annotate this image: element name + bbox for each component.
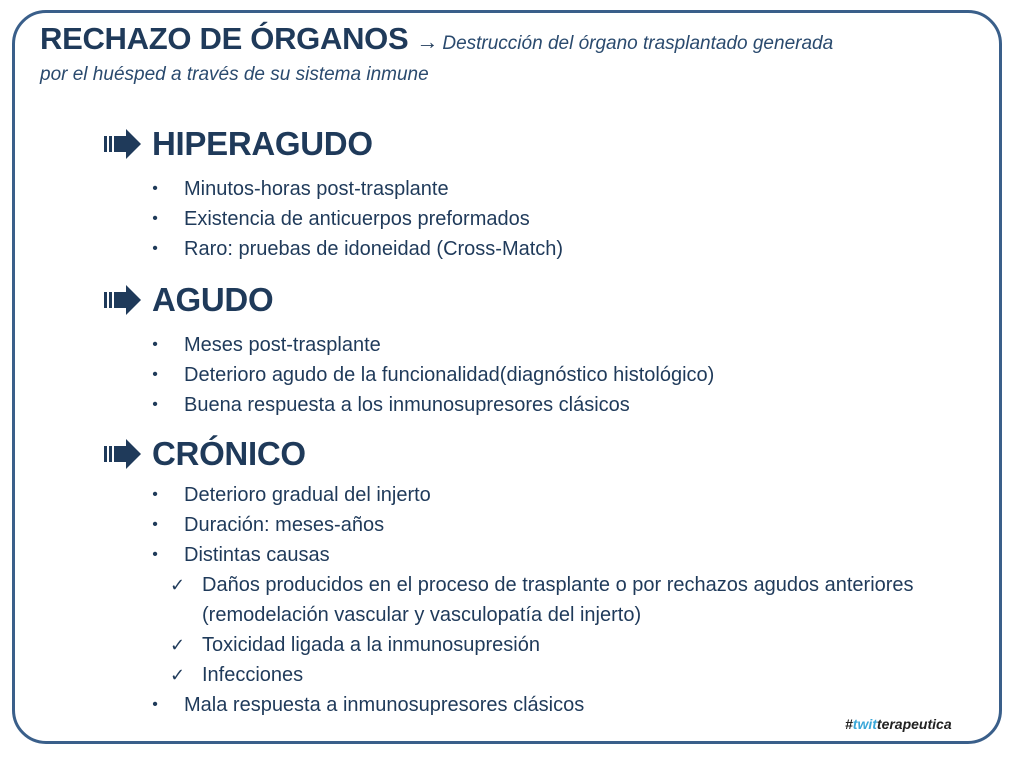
list-item: • Meses post-trasplante xyxy=(152,334,381,356)
list-item: • Distintas causas xyxy=(152,544,330,566)
arrow-right-icon xyxy=(104,128,144,160)
section-hiperagudo-bullets xyxy=(150,174,970,264)
title-main: RECHAZO DE ÓRGANOS xyxy=(40,21,409,56)
title-arrow: → xyxy=(416,29,439,54)
list-item: • Minutos-horas post-trasplante xyxy=(152,178,449,200)
list-item: • Existencia de anticuerpos preformados xyxy=(152,208,530,230)
check-item: ✓ Daños producidos en el proceso de trasplante o por rechazos agudos anteriores (remodelación vascular y vasculopatía del injerto) xyxy=(150,570,970,630)
list-item: • Raro: pruebas de idoneidad (Cross-Match) xyxy=(152,238,564,260)
slide-title xyxy=(40,21,970,90)
list-item: • Mala respuesta a inmunosupresores clásicos xyxy=(152,694,585,716)
check-item: ✓ Toxicidad ligada a la inmunosupresión xyxy=(150,630,970,660)
section-title: AGUDO xyxy=(152,281,274,318)
section-agudo-bullets xyxy=(150,330,970,420)
list-item: • Buena respuesta a los inmunosupresores clásicos xyxy=(152,394,630,416)
check-icon: ✓ xyxy=(170,575,186,595)
list-item: • Deterioro gradual del injerto xyxy=(152,484,431,506)
title-definition-line2: por el huésped a través de su sistema inmune xyxy=(40,64,429,85)
check-icon: ✓ xyxy=(170,635,186,655)
title-definition-line1: Destrucción del órgano trasplantado generada xyxy=(442,33,834,54)
arrow-right-icon xyxy=(104,438,144,470)
arrow-right-icon xyxy=(104,284,144,316)
sub-list-container xyxy=(150,570,970,690)
section-cronico-bullets xyxy=(150,480,970,720)
section-agudo-header xyxy=(104,280,273,320)
section-title: CRÓNICO xyxy=(152,435,306,472)
section-title: HIPERAGUDO xyxy=(152,125,373,162)
list-item: • Deterioro agudo de la funcionalidad(diagnóstico histológico) xyxy=(152,364,715,386)
sub-check-list xyxy=(150,570,970,690)
brand-hashtag: #twitterapeutica xyxy=(845,716,952,732)
check-item: ✓ Infecciones xyxy=(150,660,970,690)
list-item: • Duración: meses-años xyxy=(152,514,385,536)
section-hiperagudo-header xyxy=(104,124,373,164)
check-icon: ✓ xyxy=(170,665,186,685)
section-cronico-header xyxy=(104,434,306,474)
